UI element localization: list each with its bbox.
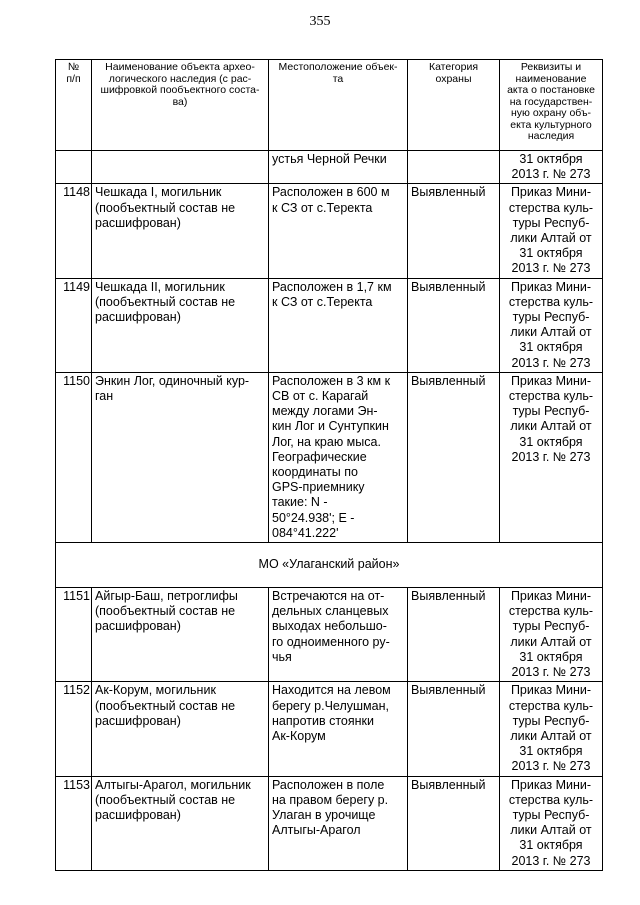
table-header bbox=[56, 60, 603, 151]
cell-requisites: Приказ Мини- стерства куль- туры Респуб- лики Алтай от 31 октября 2013 г. № 273 bbox=[500, 776, 603, 870]
table-row bbox=[56, 682, 603, 776]
cell-num bbox=[56, 151, 92, 184]
header-requisites: Реквизиты и наименование акта о постановке на государствен- ную охрану объ- екта культурного наследия bbox=[500, 60, 603, 151]
table-row bbox=[56, 776, 603, 870]
cell-num: 1148 bbox=[56, 184, 92, 278]
cell-num: 1150 bbox=[56, 372, 92, 542]
page-number: 355 bbox=[309, 14, 331, 29]
cell-name: Ак-Корум, могильник (пообъектный состав не расшифрован) bbox=[92, 682, 269, 776]
cell-name: Алтыгы-Арагол, могильник (пообъектный состав не расшифрован) bbox=[92, 776, 269, 870]
cell-requisites: Приказ Мини- стерства куль- туры Респуб- лики Алтай от 31 октября 2013 г. № 273 bbox=[500, 588, 603, 682]
section-row bbox=[56, 543, 603, 588]
cell-category: Выявленный bbox=[408, 184, 500, 278]
cell-category: Выявленный bbox=[408, 372, 500, 542]
cell-name: Айгыр-Баш, петроглифы (пообъектный состав не расшифрован) bbox=[92, 588, 269, 682]
header-num: № п/п bbox=[56, 60, 92, 151]
cell-name: Чешкада II, могильник (пообъектный состав не расшифрован) bbox=[92, 278, 269, 372]
cell-category: Выявленный bbox=[408, 776, 500, 870]
header-category: Категория охраны bbox=[408, 60, 500, 151]
header-row bbox=[56, 60, 603, 151]
heritage-registry-table bbox=[55, 59, 603, 871]
table-row bbox=[56, 278, 603, 372]
continuation-row bbox=[56, 151, 603, 184]
cell-category: Выявленный bbox=[408, 682, 500, 776]
cell-requisites: Приказ Мини- стерства куль- туры Респуб- лики Алтай от 31 октября 2013 г. № 273 bbox=[500, 184, 603, 278]
cell-category: Выявленный bbox=[408, 278, 500, 372]
cell-requisites: Приказ Мини- стерства куль- туры Респуб- лики Алтай от 31 октября 2013 г. № 273 bbox=[500, 278, 603, 372]
cell-name: Чешкада I, могильник (пообъектный состав не расшифрован) bbox=[92, 184, 269, 278]
cell-location: Встречаются на от- дельных сланцевых выходах небольшо- го одноименного ру- чья bbox=[269, 588, 408, 682]
cell-name bbox=[92, 151, 269, 184]
cell-num: 1152 bbox=[56, 682, 92, 776]
cell-location: Расположен в 3 км к СВ от с. Карагай между логами Эн- кин Лог и Сунтупкин Лог, на краю мыса. Географические координаты по GPS-приемнику такие: N - 50°24.938'; E - 084°41.222' bbox=[269, 372, 408, 542]
cell-num: 1153 bbox=[56, 776, 92, 870]
table-body bbox=[56, 151, 603, 871]
cell-category bbox=[408, 151, 500, 184]
cell-num: 1151 bbox=[56, 588, 92, 682]
table-row bbox=[56, 588, 603, 682]
table-row bbox=[56, 184, 603, 278]
cell-location: Расположен в 600 м к СЗ от с.Теректа bbox=[269, 184, 408, 278]
cell-location: Расположен в поле на правом берегу р. Улаган в урочище Алтыгы-Арагол bbox=[269, 776, 408, 870]
header-name: Наименование объекта архео- логического наследия (с рас- шифровкой пообъектного соста- ва) bbox=[92, 60, 269, 151]
cell-requisites: Приказ Мини- стерства куль- туры Респуб- лики Алтай от 31 октября 2013 г. № 273 bbox=[500, 372, 603, 542]
cell-location: Находится на левом берегу р.Челушман, напротив стоянки Ак-Корум bbox=[269, 682, 408, 776]
cell-name: Энкин Лог, одиночный кур- ган bbox=[92, 372, 269, 542]
cell-requisites: 31 октября 2013 г. № 273 bbox=[500, 151, 603, 184]
table-row bbox=[56, 372, 603, 542]
header-location: Местоположение объек- та bbox=[269, 60, 408, 151]
cell-requisites: Приказ Мини- стерства куль- туры Респуб- лики Алтай от 31 октября 2013 г. № 273 bbox=[500, 682, 603, 776]
cell-category: Выявленный bbox=[408, 588, 500, 682]
cell-location: Расположен в 1,7 км к СЗ от с.Теректа bbox=[269, 278, 408, 372]
cell-location: устья Черной Речки bbox=[269, 151, 408, 184]
cell-num: 1149 bbox=[56, 278, 92, 372]
section-heading: МО «Улаганский район» bbox=[56, 543, 603, 588]
